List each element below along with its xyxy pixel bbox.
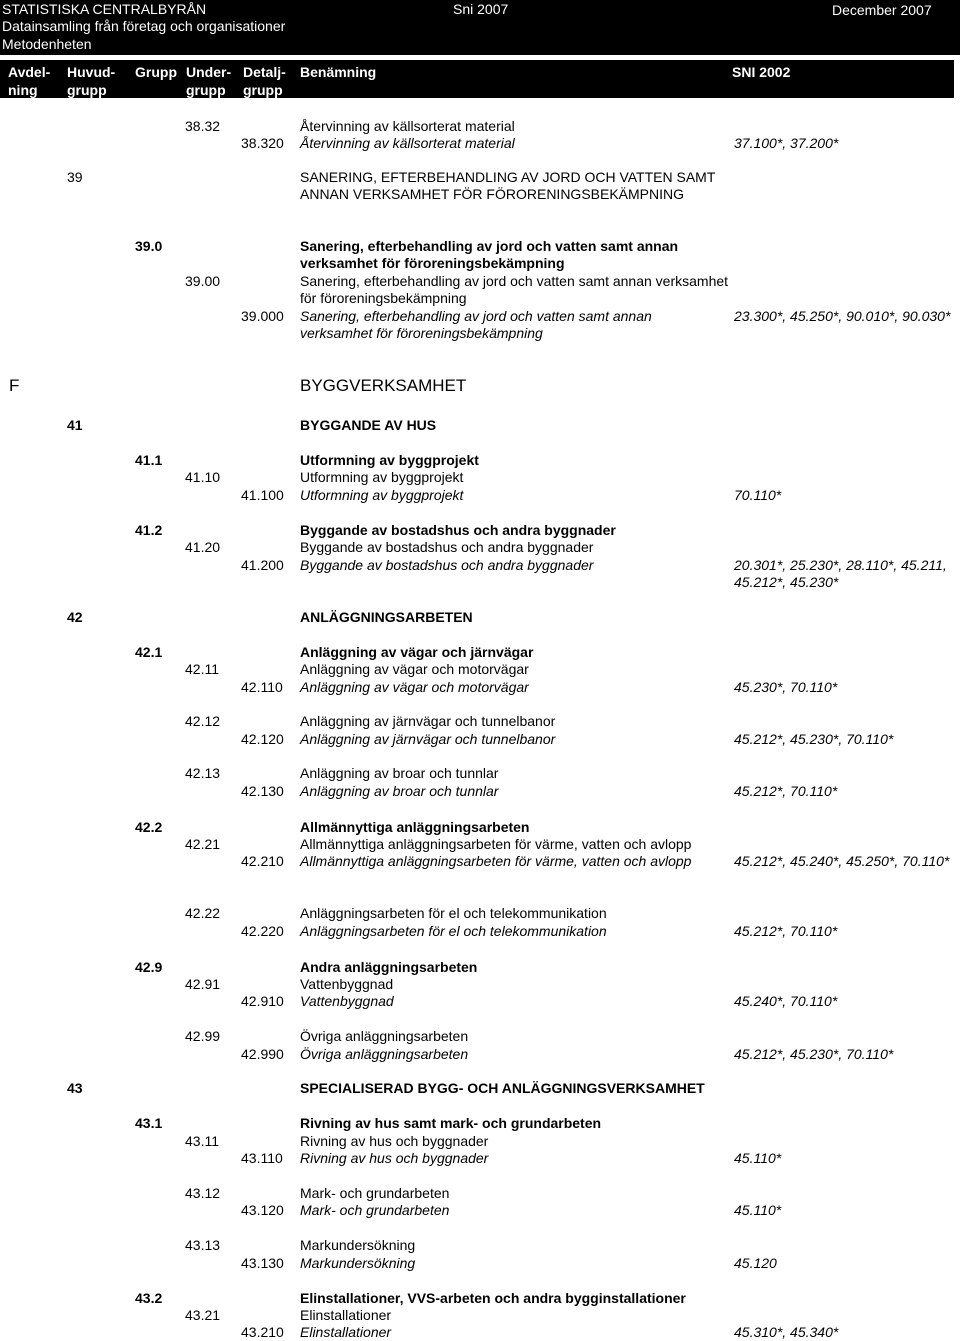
list-item bbox=[0, 1149, 960, 1167]
code-cell: 43.12 bbox=[185, 1185, 221, 1201]
name-cell: Byggande av bostadshus och andra byggnader bbox=[300, 557, 594, 573]
col-undergrupp-1: Under- bbox=[186, 64, 232, 80]
code-cell: 38.32 bbox=[185, 118, 221, 134]
name-cell: Mark- och grundarbeten bbox=[300, 1202, 450, 1218]
list-item bbox=[0, 712, 960, 730]
list-item bbox=[0, 1045, 960, 1063]
col-avdelning-1: Avdel- bbox=[8, 64, 51, 80]
name-cell: Allmännyttiga anläggningsarbeten för värme, vatten och avlopp bbox=[300, 836, 692, 852]
list-item bbox=[0, 1254, 960, 1272]
code-cell: 42.220 bbox=[241, 923, 284, 939]
code-cell: 41.2 bbox=[135, 522, 163, 538]
sni2002-cell: 23.300*, 45.250*, 90.010*, 90.030* bbox=[734, 308, 951, 324]
sni2002-cell: 45.212*, 45.230*, 70.110* bbox=[734, 1046, 894, 1062]
list-item bbox=[0, 538, 960, 556]
code-cell: 43.210 bbox=[241, 1324, 284, 1340]
org-name: STATISTISKA CENTRALBYRÅN bbox=[2, 1, 207, 17]
sni2002-cell: 45.212*, 70.110* bbox=[734, 783, 838, 799]
code-cell: 42.910 bbox=[241, 993, 284, 1009]
list-item bbox=[0, 1027, 960, 1045]
name-cell: Anläggning av vägar och motorvägar bbox=[300, 661, 529, 677]
sni2002-cell: 45.212*, 70.110* bbox=[734, 923, 838, 939]
sni2002-cell: 45.120 bbox=[734, 1255, 777, 1271]
code-cell: 43.11 bbox=[185, 1133, 219, 1149]
name-cell: Sanering, efterbehandling av jord och vatten samt annan bbox=[300, 238, 679, 254]
code-cell: 43.130 bbox=[241, 1255, 284, 1271]
list-item bbox=[0, 289, 960, 307]
code-cell: 43.1 bbox=[135, 1115, 163, 1131]
list-item bbox=[0, 992, 960, 1010]
list-item bbox=[0, 1236, 960, 1254]
name-cell: Utformning av byggprojekt bbox=[300, 452, 479, 468]
code-cell: 42.110 bbox=[241, 679, 283, 695]
code-cell: 42.130 bbox=[241, 783, 284, 799]
col-grupp: Grupp bbox=[135, 64, 177, 80]
code-cell: 42.120 bbox=[241, 731, 284, 747]
list-item bbox=[0, 764, 960, 782]
sni2002-cell: 45.212*, 45.230* bbox=[734, 574, 839, 590]
list-item bbox=[0, 904, 960, 922]
code-cell: 41.1 bbox=[135, 452, 163, 468]
name-cell: Rivning av hus samt mark- och grundarbeten bbox=[300, 1115, 602, 1131]
department-line: Datainsamling från företag och organisationer bbox=[2, 18, 286, 34]
sni2002-cell: 70.110* bbox=[734, 487, 782, 503]
name-cell: Mark- och grundarbeten bbox=[300, 1185, 450, 1201]
code-cell: 42.990 bbox=[241, 1046, 284, 1062]
code-cell: 42.91 bbox=[185, 976, 221, 992]
name-cell: Anläggning av vägar och järnvägar bbox=[300, 644, 534, 660]
code-cell: 39.000 bbox=[241, 308, 284, 324]
sni2002-cell: 45.212*, 45.240*, 45.250*, 70.110* bbox=[734, 853, 950, 869]
name-cell: Utformning av byggprojekt bbox=[300, 469, 464, 485]
name-cell: för föroreningsbekämpning bbox=[300, 290, 467, 306]
list-item bbox=[0, 1184, 960, 1202]
col-avdelning-2: ning bbox=[8, 82, 38, 98]
name-cell: Anläggningsarbeten för el och telekommunikation bbox=[300, 923, 607, 939]
name-cell: Byggande av bostadshus och andra byggnader bbox=[300, 539, 594, 555]
name-cell: verksamhet för föroreningsbekämpning bbox=[300, 325, 543, 341]
name-cell: Markundersökning bbox=[300, 1255, 416, 1271]
name-cell: BYGGVERKSAMHET bbox=[300, 376, 467, 395]
name-cell: SPECIALISERAD BYGG- OCH ANLÄGGNINGSVERKSAMHET bbox=[300, 1080, 705, 1096]
list-item bbox=[0, 486, 960, 504]
name-cell: Allmännyttiga anläggningsarbeten för värme, vatten och avlopp bbox=[300, 853, 692, 869]
list-item bbox=[0, 1132, 960, 1150]
code-cell: 42.99 bbox=[185, 1028, 221, 1044]
code-cell: 42 bbox=[67, 609, 83, 625]
name-cell: Vattenbyggnad bbox=[300, 993, 394, 1009]
code-cell: 39.0 bbox=[135, 238, 163, 254]
col-huvudgrupp-1: Huvud- bbox=[67, 64, 116, 80]
list-item bbox=[0, 1201, 960, 1219]
sni2002-cell: 45.240*, 70.110* bbox=[734, 993, 838, 1009]
code-cell: 42.22 bbox=[185, 905, 221, 921]
list-item bbox=[0, 1114, 960, 1132]
code-cell: 43.13 bbox=[185, 1237, 221, 1253]
name-cell: Återvinning av källsorterat material bbox=[300, 118, 515, 134]
code-cell: 42.12 bbox=[185, 713, 221, 729]
list-item bbox=[0, 1289, 960, 1307]
name-cell: SANERING, EFTERBEHANDLING AV JORD OCH VATTEN SAMT bbox=[300, 169, 716, 185]
code-cell: F bbox=[9, 376, 20, 395]
code-cell: 42.13 bbox=[185, 765, 221, 781]
publication-date: December 2007 bbox=[832, 2, 932, 18]
code-cell: 39 bbox=[67, 169, 83, 185]
name-cell: ANLÄGGNINGSARBETEN bbox=[300, 609, 473, 625]
list-item bbox=[0, 1079, 960, 1097]
code-cell: 42.21 bbox=[185, 836, 221, 852]
name-cell: ANNAN VERKSAMHET FÖR FÖRORENINGSBEKÄMPNING bbox=[300, 186, 685, 202]
code-cell: 43.120 bbox=[241, 1202, 284, 1218]
code-cell: 39.00 bbox=[185, 273, 221, 289]
list-item bbox=[0, 958, 960, 976]
name-cell: Elinstallationer, VVS-arbeten och andra bygginstallationer bbox=[300, 1290, 686, 1306]
list-item bbox=[0, 556, 960, 574]
name-cell: Vattenbyggnad bbox=[300, 976, 394, 992]
list-item bbox=[0, 324, 960, 342]
code-cell: 41.200 bbox=[241, 557, 284, 573]
list-item bbox=[0, 660, 960, 678]
list-item bbox=[0, 134, 960, 152]
sni2002-cell: 20.301*, 25.230*, 28.110*, 45.211, bbox=[734, 557, 947, 573]
list-item bbox=[0, 468, 960, 486]
col-huvudgrupp-2: grupp bbox=[67, 82, 107, 98]
list-item bbox=[0, 272, 960, 290]
sni2002-cell: 45.310*, 45.340* bbox=[734, 1324, 839, 1340]
code-cell: 41.10 bbox=[185, 469, 221, 485]
list-item bbox=[0, 573, 960, 591]
code-cell: 43 bbox=[67, 1080, 83, 1096]
name-cell: Övriga anläggningsarbeten bbox=[300, 1028, 469, 1044]
col-sni2002: SNI 2002 bbox=[732, 64, 791, 80]
col-detaljgrupp-2: grupp bbox=[243, 82, 283, 98]
name-cell: Anläggning av järnvägar och tunnelbanor bbox=[300, 731, 556, 747]
code-cell: 42.210 bbox=[241, 853, 284, 869]
list-item bbox=[0, 237, 960, 255]
sni2002-cell: 45.110* bbox=[734, 1202, 782, 1218]
list-item bbox=[0, 416, 960, 434]
name-cell: Utformning av byggprojekt bbox=[300, 487, 464, 503]
name-cell: Anläggning av broar och tunnlar bbox=[300, 765, 499, 781]
name-cell: verksamhet för föroreningsbekämpning bbox=[300, 255, 565, 271]
list-item bbox=[0, 1306, 960, 1324]
col-benamning: Benämning bbox=[300, 64, 377, 80]
col-detaljgrupp-1: Detalj- bbox=[243, 64, 286, 80]
list-item bbox=[0, 521, 960, 539]
list-item bbox=[0, 377, 960, 395]
list-item bbox=[0, 451, 960, 469]
list-item bbox=[0, 782, 960, 800]
code-cell: 42.11 bbox=[185, 661, 219, 677]
name-cell: Elinstallationer bbox=[300, 1307, 392, 1323]
list-item bbox=[0, 1323, 960, 1341]
sni2002-cell: 45.110* bbox=[734, 1150, 782, 1166]
name-cell: Anläggning av vägar och motorvägar bbox=[300, 679, 529, 695]
name-cell: Anläggning av broar och tunnlar bbox=[300, 783, 499, 799]
sni-version: Sni 2007 bbox=[453, 1, 509, 17]
name-cell: Byggande av bostadshus och andra byggnader bbox=[300, 522, 616, 538]
list-item bbox=[0, 307, 960, 325]
name-cell: Övriga anläggningsarbeten bbox=[300, 1046, 469, 1062]
list-item bbox=[0, 643, 960, 661]
code-cell: 41.100 bbox=[241, 487, 284, 503]
name-cell: Sanering, efterbehandling av jord och vatten samt annan verksamhet bbox=[300, 273, 729, 289]
name-cell: Elinstallationer bbox=[300, 1324, 392, 1340]
list-item bbox=[0, 922, 960, 940]
name-cell: Sanering, efterbehandling av jord och vatten samt annan bbox=[300, 308, 652, 324]
code-cell: 42.1 bbox=[135, 644, 163, 660]
list-item bbox=[0, 678, 960, 696]
sni2002-cell: 45.212*, 45.230*, 70.110* bbox=[734, 731, 894, 747]
code-cell: 41 bbox=[67, 417, 83, 433]
list-item bbox=[0, 975, 960, 993]
list-item bbox=[0, 185, 960, 203]
code-cell: 43.2 bbox=[135, 1290, 163, 1306]
code-cell: 42.9 bbox=[135, 959, 163, 975]
name-cell: Anläggning av järnvägar och tunnelbanor bbox=[300, 713, 556, 729]
list-item bbox=[0, 730, 960, 748]
code-cell: 38.320 bbox=[241, 135, 284, 151]
list-item bbox=[0, 835, 960, 853]
name-cell: Allmännyttiga anläggningsarbeten bbox=[300, 819, 530, 835]
name-cell: Markundersökning bbox=[300, 1237, 416, 1253]
name-cell: Rivning av hus och byggnader bbox=[300, 1150, 489, 1166]
list-item bbox=[0, 254, 960, 272]
list-item bbox=[0, 608, 960, 626]
name-cell: Anläggningsarbeten för el och telekommunikation bbox=[300, 905, 607, 921]
name-cell: BYGGANDE AV HUS bbox=[300, 417, 437, 433]
sni2002-cell: 45.230*, 70.110* bbox=[734, 679, 838, 695]
sni2002-cell: 37.100*, 37.200* bbox=[734, 135, 839, 151]
code-cell: 42.2 bbox=[135, 819, 163, 835]
code-cell: 41.20 bbox=[185, 539, 221, 555]
name-cell: Återvinning av källsorterat material bbox=[300, 135, 515, 151]
list-item bbox=[0, 818, 960, 836]
code-cell: 43.21 bbox=[185, 1307, 221, 1323]
list-item bbox=[0, 168, 960, 186]
list-item bbox=[0, 117, 960, 135]
unit-line: Metodenheten bbox=[2, 36, 92, 52]
name-cell: Rivning av hus och byggnader bbox=[300, 1133, 489, 1149]
code-cell: 43.110 bbox=[241, 1150, 283, 1166]
name-cell: Andra anläggningsarbeten bbox=[300, 959, 478, 975]
col-undergrupp-2: grupp bbox=[186, 82, 226, 98]
list-item bbox=[0, 852, 960, 870]
